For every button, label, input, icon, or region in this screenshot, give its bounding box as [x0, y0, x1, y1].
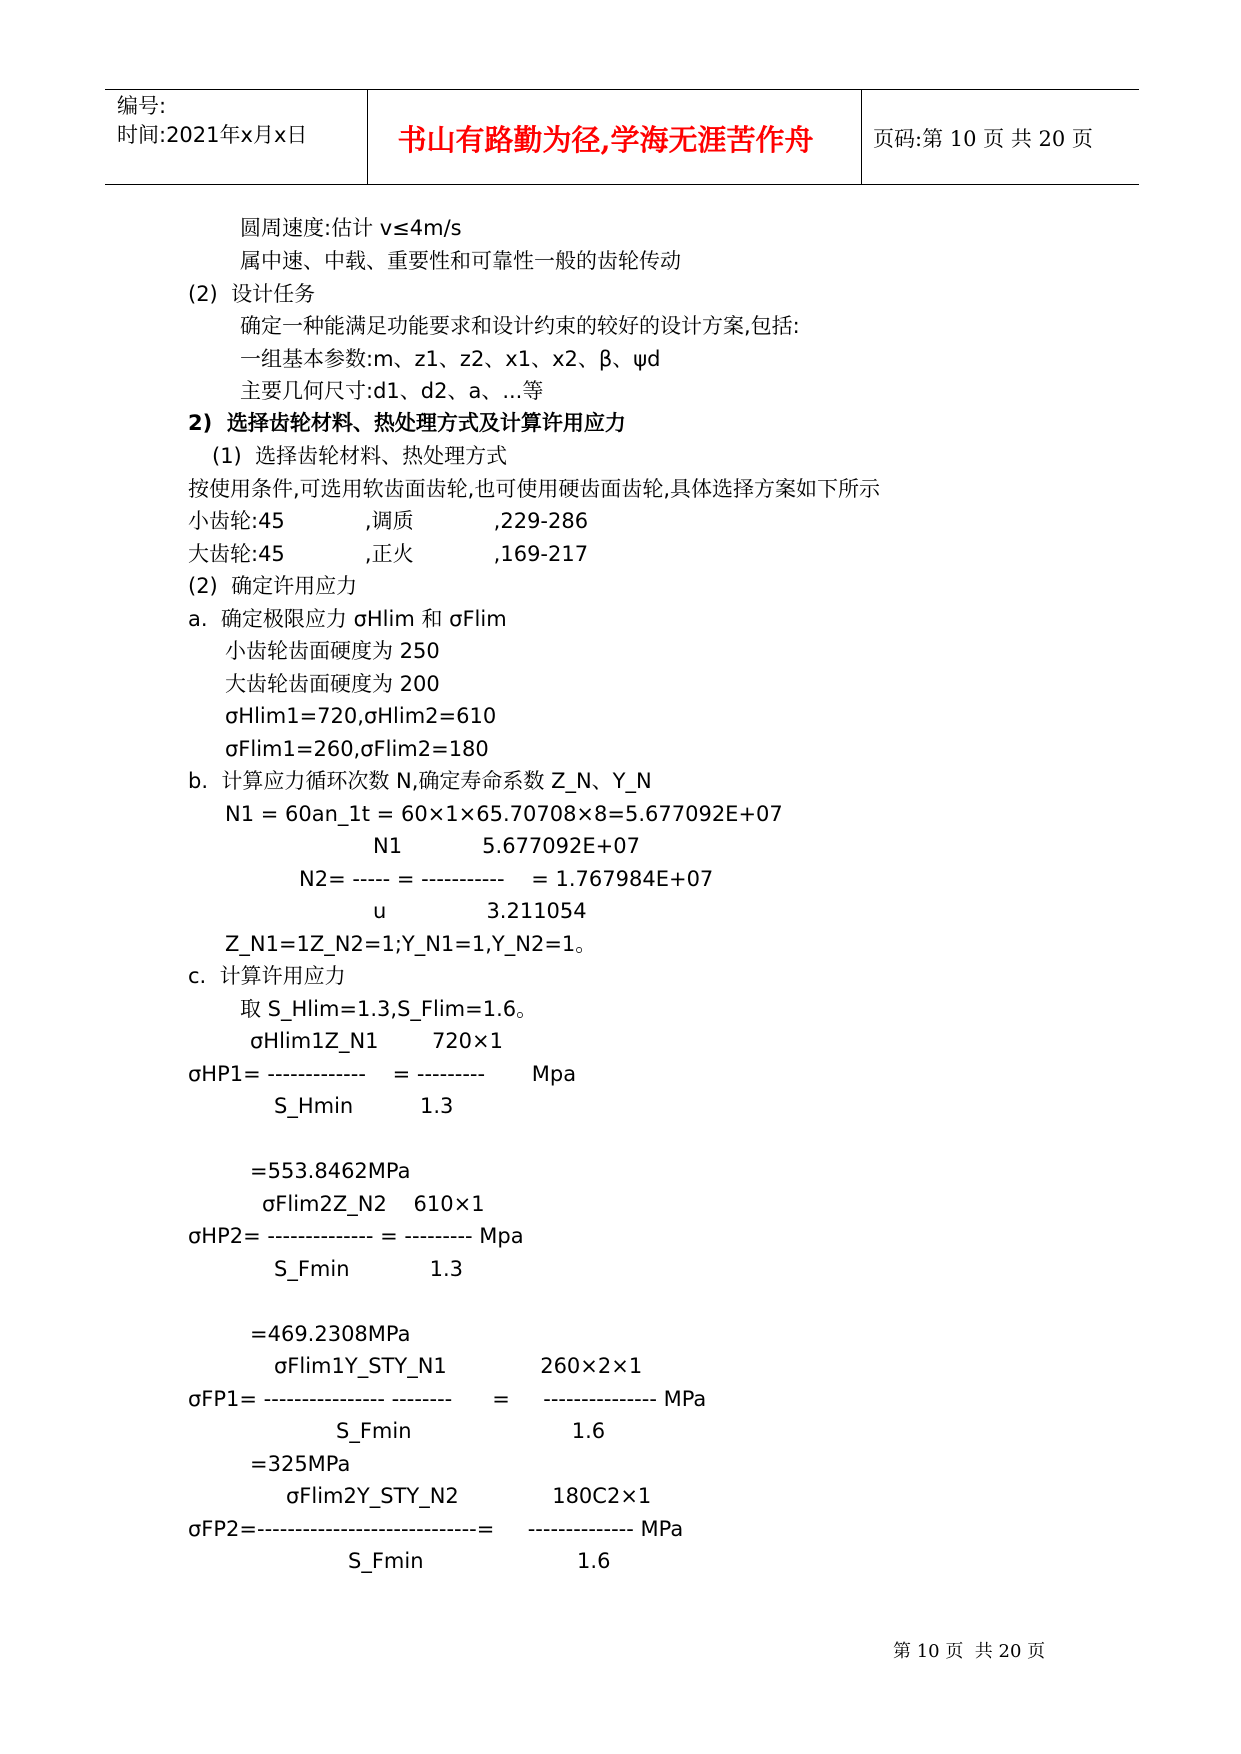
page-footer: 第 10 页 共 20 页	[893, 1641, 1046, 1662]
body-line: σHlim1=720,σHlim2=610	[225, 704, 497, 728]
header-table	[105, 89, 1139, 185]
body-line: 按使用条件,可选用软齿面齿轮,也可使用硬齿面齿轮,具体选择方案如下所示	[188, 477, 881, 501]
formula-line: S_Fmin 1.6	[336, 1419, 606, 1443]
formula-line: σHP2= -------------- = --------- Mpa	[188, 1224, 524, 1248]
formula-line: σFlim1Y_STY_N1 260×2×1	[274, 1354, 643, 1378]
body-line: c. 计算许用应力	[188, 964, 346, 988]
body-line: σFlim1=260,σFlim2=180	[225, 737, 489, 761]
body-line: 小齿轮齿面硬度为 250	[225, 639, 440, 663]
body-line: (1) 选择齿轮材料、热处理方式	[212, 444, 508, 468]
body-line: (2) 设计任务	[188, 282, 316, 306]
body-line: 大齿轮:45 ,正火 ,169-217	[188, 542, 589, 566]
formula-line: 取 S_Hlim=1.3,S_Flim=1.6。	[240, 997, 538, 1021]
number-label: 编号:	[117, 94, 167, 118]
formula-line: S_Hmin 1.3	[274, 1094, 454, 1118]
formula-line: σHP1= ------------- = --------- Mpa	[188, 1062, 577, 1086]
header-page-info: 页码:第 10 页 共 20 页	[873, 127, 1093, 151]
formula-line: σHlim1Z_N1 720×1	[250, 1029, 503, 1053]
formula-line: σFP2=-----------------------------= -------------- MPa	[188, 1517, 684, 1541]
formula-line: u 3.211054	[373, 899, 587, 923]
formula-line: σFlim2Z_N2 610×1	[262, 1192, 485, 1216]
formula-line: S_Fmin 1.6	[348, 1549, 611, 1573]
body-line: 圆周速度:估计 v≤4m/s	[240, 216, 462, 240]
body-line: a. 确定极限应力 σHlim 和 σFlim	[188, 607, 507, 631]
body-line: b. 计算应力循环次数 N,确定寿命系数 Z_N、Y_N	[188, 769, 652, 793]
formula-line: =553.8462MPa	[250, 1159, 411, 1183]
body-line: 小齿轮:45 ,调质 ,229-286	[188, 509, 589, 533]
formula-line: N2= ----- = ----------- = 1.767984E+07	[299, 867, 714, 891]
formula-line: N1 5.677092E+07	[373, 834, 640, 858]
formula-line: σFlim2Y_STY_N2 180C2×1	[286, 1484, 652, 1508]
formula-line: Z_N1=1Z_N2=1;Y_N1=1,Y_N2=1。	[225, 932, 597, 956]
header-motto: 书山有路勤为径,学海无涯苦作舟	[397, 123, 814, 157]
body-line: 主要几何尺寸:d1、d2、a、...等	[240, 379, 544, 403]
formula-line: σFP1= ---------------- -------- = --------------- MPa	[188, 1387, 707, 1411]
body-line: 确定一种能满足功能要求和设计约束的较好的设计方案,包括:	[240, 314, 800, 338]
body-line: 一组基本参数:m、z1、z2、x1、x2、β、ψd	[240, 347, 661, 371]
header-meta	[117, 92, 307, 150]
formula-line: N1 = 60an_1t = 60×1×65.70708×8=5.677092E+07	[225, 802, 783, 826]
body-line: 属中速、中载、重要性和可靠性一般的齿轮传动	[240, 249, 681, 273]
body-line: (2) 确定许用应力	[188, 574, 358, 598]
header-divider	[861, 90, 862, 184]
formula-line: =469.2308MPa	[250, 1322, 411, 1346]
formula-line: =325MPa	[250, 1452, 351, 1476]
formula-line: S_Fmin 1.3	[274, 1257, 464, 1281]
time-line: 时间:2021年x月x日	[117, 123, 308, 147]
section-heading: 2) 选择齿轮材料、热处理方式及计算许用应力	[188, 411, 626, 435]
body-line: 大齿轮齿面硬度为 200	[225, 672, 440, 696]
